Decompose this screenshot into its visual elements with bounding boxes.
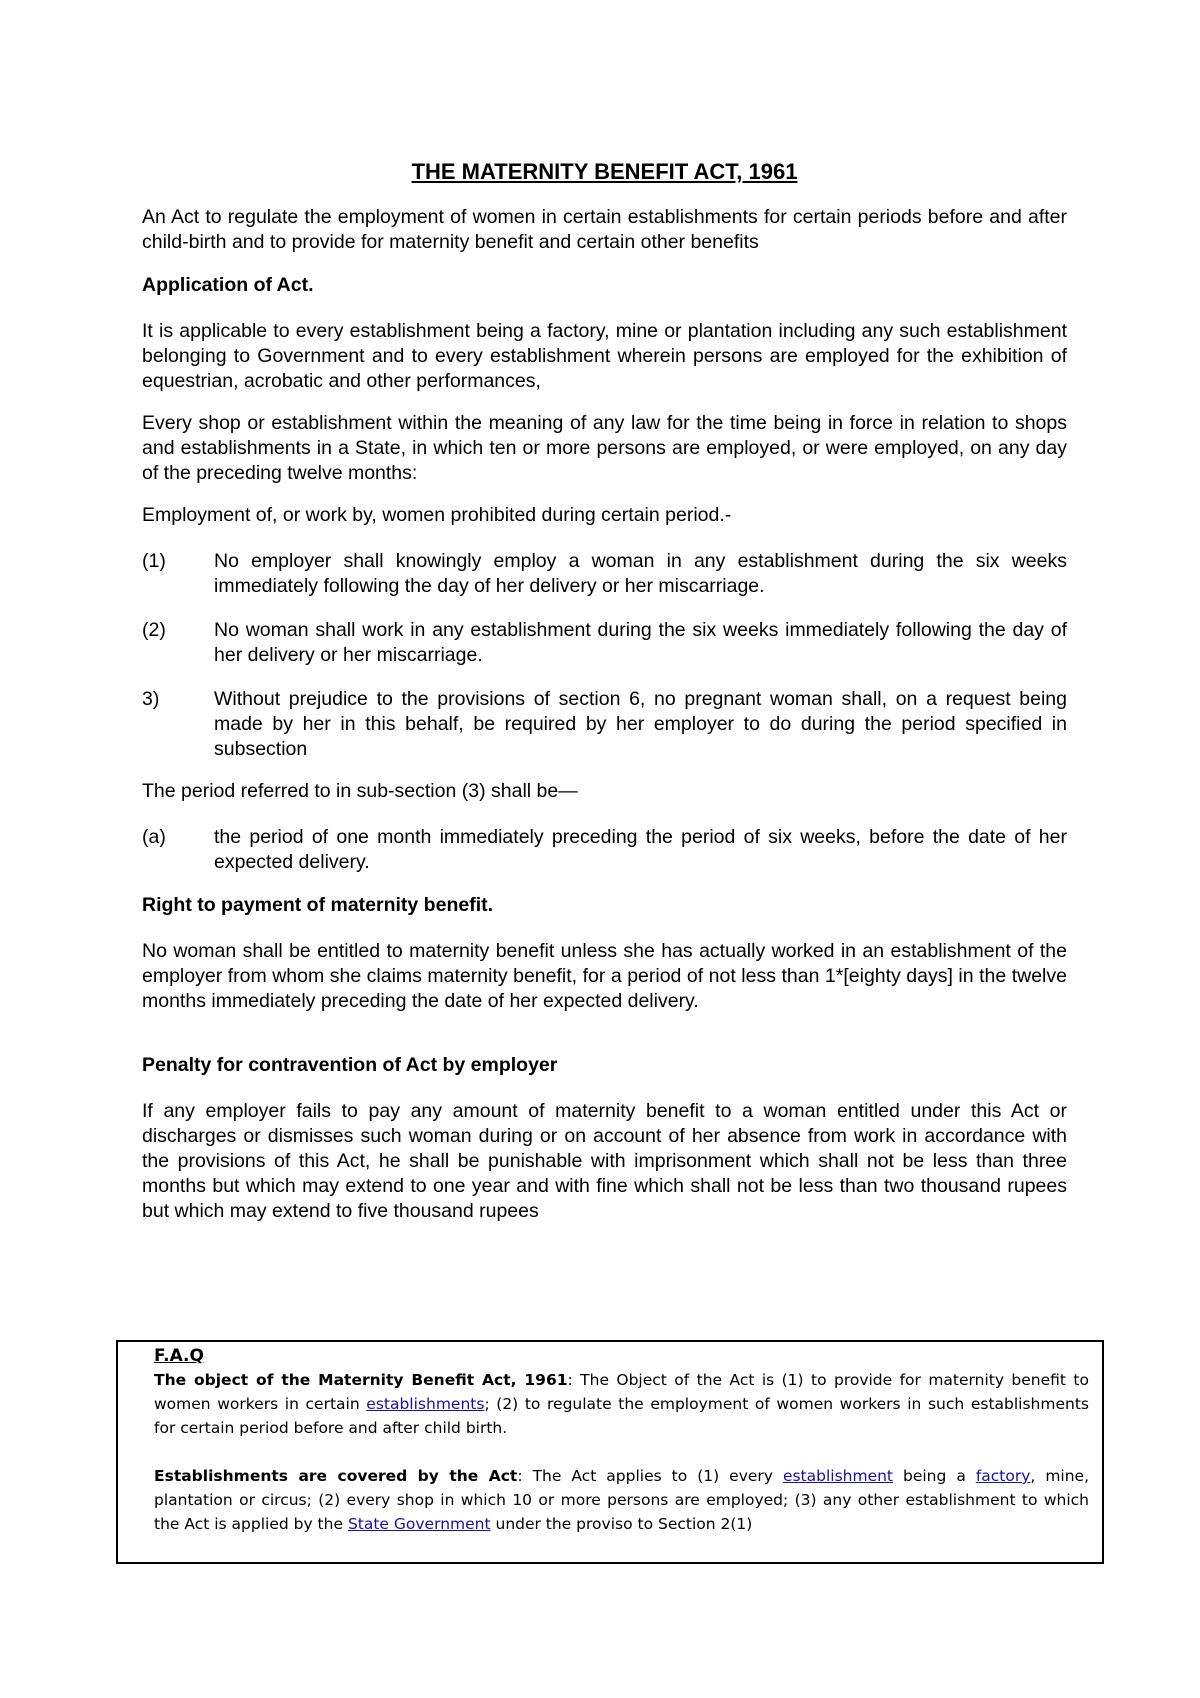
item-number: 3) xyxy=(142,688,160,710)
faq-question: The object of the Maternity Benefit Act, 1961 xyxy=(154,1371,568,1389)
item-number: (1) xyxy=(142,550,166,572)
faq-separator: : xyxy=(567,1371,581,1389)
application-para-2: Every shop or establishment within the meaning of any law for the time being in force in relation to shops and establishments in a State, in which ten or more persons are employed, or were employed, on any day of the preceding twelve months: xyxy=(142,412,1067,484)
item-text: No employer shall knowingly employ a woman in any establishment during the six weeks immediately following the day of her delivery or her miscarriage. xyxy=(214,550,1067,597)
faq-answer-text: ; (2) to regulate the employment of women workers in such establishments for certain period before and after child birth. xyxy=(154,1395,1089,1437)
item-number: (a) xyxy=(142,826,166,848)
penalty-text: If any employer fails to pay any amount of maternity benefit to a woman entitled under this Act or discharges or dismisses such woman during or on account of her absence from work in accordance with the provisions of this Act, he shall be punishable with imprisonment which shall not be less than three months but which may extend to one year and with fine which shall not be less than two thousand rupees but which may extend to five thousand rupees xyxy=(142,1100,1067,1222)
state-government-link[interactable]: State Government xyxy=(347,1515,491,1533)
period-intro: The period referred to in sub-section (3) shall be— xyxy=(142,780,578,802)
act-intro: An Act to regulate the employment of women in certain establishments for certain periods before and after child-birth and to provide for maternity benefit and certain other benefits xyxy=(142,206,1067,253)
right-text: No woman shall be entitled to maternity benefit unless she has actually worked in an establishment of the employer from whom she claims maternity benefit, for a period of not less than 1*[eighty days] in the twelve months immediately preceding the date of her expected delivery. xyxy=(142,940,1067,1012)
penalty-heading: Penalty for contravention of Act by employer xyxy=(142,1054,558,1076)
faq-title: F.A.Q xyxy=(154,1346,204,1366)
establishment-link[interactable]: establishment xyxy=(782,1467,894,1485)
right-heading: Right to payment of maternity benefit. xyxy=(142,894,494,916)
faq-box xyxy=(116,1340,1104,1564)
faq-question: Establishments are covered by the Act xyxy=(154,1467,518,1485)
faq-answer-text: The Object of the Act is (1) to provide for maternity benefit to women workers in certain xyxy=(154,1371,1089,1413)
faq-separator: : xyxy=(517,1467,533,1485)
application-para-1: It is applicable to every establishment being a factory, mine or plantation including any such establishment belonging to Government and to every establishment wherein persons are employed for the exhibition of equestrian, acrobatic and other performances, xyxy=(142,320,1067,392)
document-title: THE MATERNITY BENEFIT ACT, 1961 xyxy=(411,159,798,184)
faq-answer-text: under the proviso to Section 2(1) xyxy=(490,1515,753,1533)
item-text: Without prejudice to the provisions of section 6, no pregnant woman shall, on a request being made by her in this behalf, be required by her employer to do during the period specified in subsection xyxy=(214,688,1067,760)
item-number: (2) xyxy=(142,619,166,641)
establishments-link[interactable]: establishments xyxy=(366,1395,485,1413)
faq-answer-text: , mine, plantation or circus; (2) every shop in which 10 or more persons are employed; (3) any other establishment to which the Act is applied by the xyxy=(154,1467,1090,1533)
faq-entry-coverage xyxy=(154,1464,1089,1536)
application-heading: Application of Act. xyxy=(142,274,314,296)
faq-answer-text: The Act applies to (1) every xyxy=(532,1467,783,1485)
faq-answer-text: being a xyxy=(893,1467,976,1485)
item-text: No woman shall work in any establishment during the six weeks immediately following the day of her delivery or her miscarriage. xyxy=(214,619,1067,666)
faq-entry-object xyxy=(154,1368,1089,1440)
employment-heading: Employment of, or work by, women prohibited during certain period.- xyxy=(142,504,732,526)
item-text: the period of one month immediately preceding the period of six weeks, before the date of her expected delivery. xyxy=(214,826,1067,873)
factory-link[interactable]: factory xyxy=(975,1467,1031,1485)
